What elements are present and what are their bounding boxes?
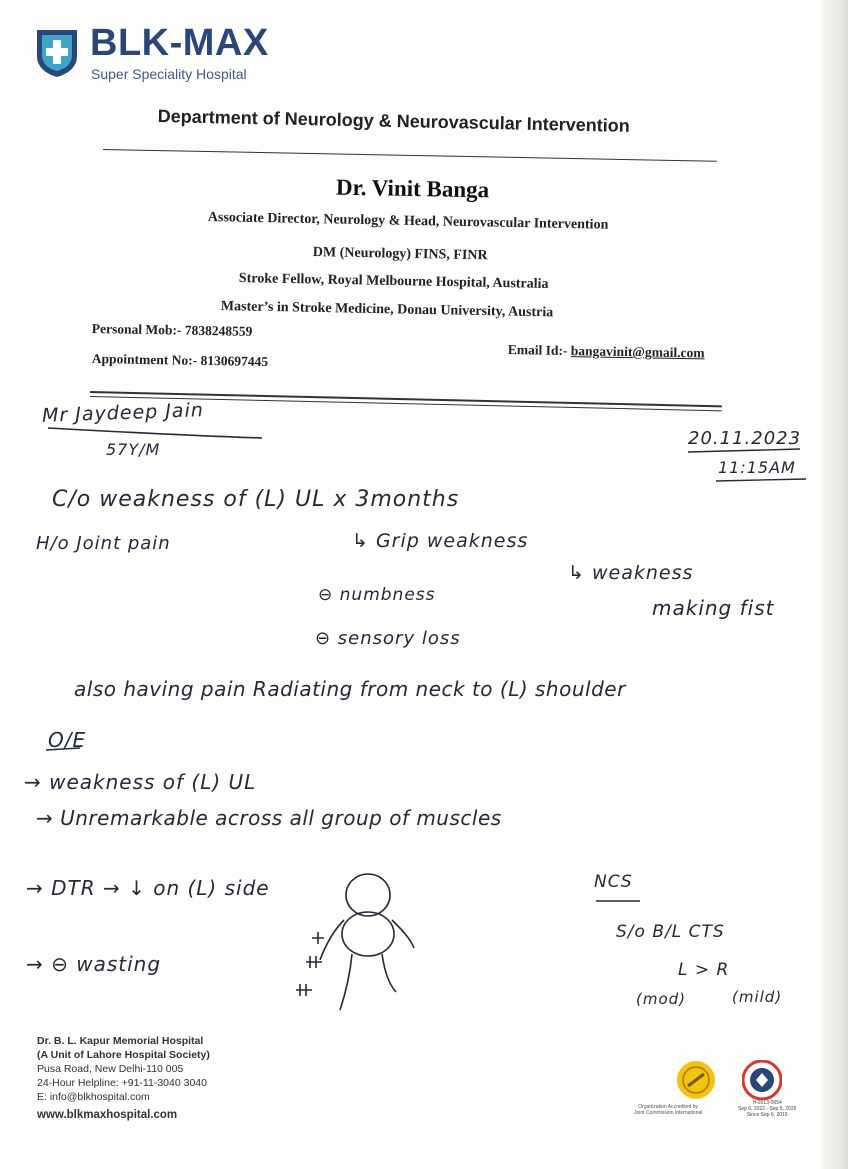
time-underline: [716, 479, 806, 481]
brand-subtitle: Super Speciality Hospital: [91, 66, 247, 82]
ncs-result: S/o B/L CTS: [616, 922, 725, 942]
exam-dtr: → DTR → ↓ on (L) side: [26, 876, 270, 900]
footer-email: E: info@blkhospital.com: [37, 1091, 150, 1103]
footer-website: www.blkmaxhospital.com: [37, 1109, 178, 1121]
ncs-laterality: L > R: [678, 960, 730, 980]
nabh-caption: H-2013-0054 Sep 6, 2022 - Sep 5, 2025 Since Sep 6, 2015: [738, 1100, 797, 1118]
visit-date: 20.11.2023: [688, 428, 802, 449]
appointment-value: 8130697445: [200, 352, 269, 370]
numbness-note: ⊖ numbness: [318, 585, 436, 605]
grip-note: ↳ Grip weakness: [352, 530, 529, 552]
doctor-credential: Master’s in Stroke Medicine, Donau University, Austria: [220, 299, 554, 321]
patient-age-sex: 57Y/M: [106, 440, 161, 459]
ncs-heading: NCS: [594, 872, 633, 892]
personal-mobile-label: Personal Mob:-: [91, 321, 182, 338]
patient-name: Mr Jaydeep Jain: [41, 399, 205, 427]
email-label: Email Id:-: [507, 342, 568, 359]
nabh-seal-icon: [742, 1060, 782, 1100]
doctor-credential: DM (Neurology) FINS, FINR: [312, 245, 488, 264]
history-note: H/o Joint pain: [36, 533, 171, 554]
fist-note-2: making fist: [652, 596, 775, 620]
personal-mobile-value: 7838248559: [184, 322, 253, 339]
oe-underline: [46, 748, 80, 750]
email-value: bangavinit@gmail.com: [570, 343, 705, 361]
ncs-moderate: (mod): [636, 990, 687, 1008]
footer-hospital: Dr. B. L. Kapur Memorial Hospital: [37, 1035, 204, 1047]
department-title: Department of Neurology & Neurovascular Intervention: [157, 106, 630, 136]
doctor-credential: Associate Director, Neurology & Head, Neurovascular Intervention: [207, 210, 609, 233]
footer-unit: (A Unit of Lahore Hospital Society): [37, 1049, 210, 1061]
jci-seal-icon: [676, 1060, 716, 1100]
exam-muscles: → Unremarkable across all group of muscles: [36, 806, 502, 830]
brand-name: BLK-MAX: [90, 22, 269, 64]
body-diagram-icon: [296, 874, 414, 1010]
exam-wasting: → ⊖ wasting: [26, 952, 162, 976]
footer-helpline: 24-Hour Helpline: +91-11-3040 3040: [37, 1077, 207, 1089]
oe-heading: O/E: [48, 728, 87, 752]
doctor-name: Dr. Vinit Banga: [335, 174, 490, 203]
ncs-mild: (mild): [732, 988, 783, 1006]
chief-complaint: C/o weakness of (L) UL x 3months: [52, 487, 460, 512]
patient-underline: [48, 428, 262, 438]
doctor-credential: Stroke Fellow, Royal Melbourne Hospital, Australia: [238, 271, 549, 292]
jci-caption: Organization Accredited by Joint Commission International: [634, 1104, 703, 1116]
fist-note-1: ↳ weakness: [568, 562, 694, 584]
sensory-note: ⊖ sensory loss: [315, 628, 461, 649]
footer-address: Pusa Road, New Delhi-110 005: [37, 1063, 184, 1075]
visit-time: 11:15AM: [718, 458, 796, 477]
neck-pain-note: also having pain Radiating from neck to (L) shoulder: [74, 677, 626, 701]
appointment-label: Appointment No:-: [91, 351, 198, 368]
exam-weakness: → weakness of (L) UL: [24, 770, 257, 794]
date-underline: [688, 449, 800, 452]
